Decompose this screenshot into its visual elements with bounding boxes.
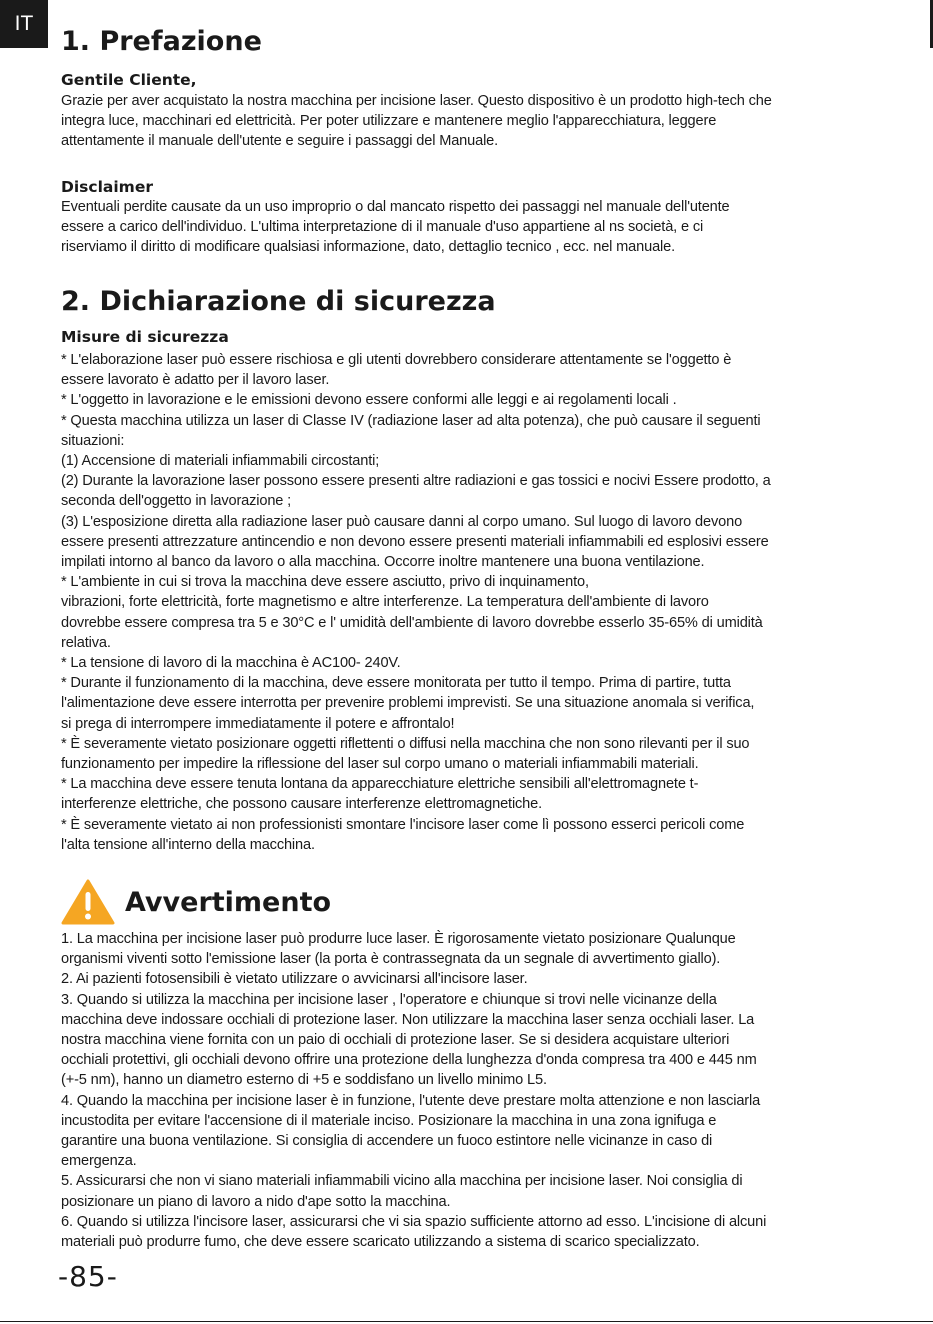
warning-body: 1. La macchina per incisione laser può produrre luce laser. È rigorosamente vietato posizionare Qualunque organismi viventi sotto l'emissione laser (la porta è contrassegnata da un segnale di avvertimento giallo). 2. Ai pazienti fotosensibili è vietato utilizzare o avvicinarsi all'incisore laser. 3. Quando si utilizza la macchina per incisione laser , l'operatore e chiunque si trovi nelle vicinanze della macchina deve indossare occhiali di protezione laser. Non utilizzare la macchina laser senza occhiali laser. La nostra macchina viene fornita con un paio di occhiali di protezione laser. Se si desidera acquistare ulteriori occhiali protettivi, gli occhiali devono offrire una protezione della lunghezza d'onda compresa tra 400 e 445 nm (+-5 nm), hanno un diametro esterno di +5 e soddisfano un livello minimo L5. 4. Quando la macchina per incisione laser è in funzione, l'utente deve prestare molta attenzione e non lasciarla incustodita per evitare l'accensione di il materiale inciso. Posizionare la macchina in una zona ignifuga e garantire una buona ventilazione. Si consiglia di accendere un fuoco estintore nelle vicinanze in caso di emergenza. 5. Assicurarsi che non vi siano materiali infiammabili vicino alla macchina per incisione laser. Noi consiglia di posizionare un piano di lavoro a nido d'ape sotto la macchina. 6. Quando si utilizza l'incisore laser, assicurarsi che vi sia spazio sufficiente attorno ad esso. L'incisione di alcuni materiali può produrre fumo, che deve essere scaricato utilizzando a sistema di scarico specializzato. bbox=[61, 931, 767, 1251]
greeting-heading: Gentile Cliente, bbox=[61, 71, 197, 89]
prefazione-body: Grazie per aver acquistato la nostra macchina per incisione laser. Questo dispositivo è un prodotto high-tech che integra luce, macchinari ed elettricità. Per poter utilizzare e mantenere meglio l'apparecchiatura, leggere attentamente il manuale dell'utente e seguire i passaggi del Manuale. bbox=[61, 93, 772, 150]
language-tab: IT bbox=[0, 0, 48, 48]
bottom-divider bbox=[0, 1321, 933, 1322]
section-title-sicurezza: 2. Dichiarazione di sicurezza bbox=[61, 286, 496, 317]
warning-header bbox=[61, 878, 331, 926]
warning-title: Avvertimento bbox=[125, 886, 332, 918]
safety-subheading: Misure di sicurezza bbox=[61, 328, 229, 346]
safety-body: * L'elaborazione laser può essere rischiosa e gli utenti dovrebbero considerare attentamente se l'oggetto è essere lavorato è adatto per il lavoro laser. * L'oggetto in lavorazione e le emissioni devono essere conformi alle leggi e ai regolamenti locali . * Questa macchina utilizza un laser di Classe IV (radiazione laser ad alta potenza), che può causare il seguenti situazioni: (1) Accensione di materiali infiammabili circostanti; (2) Durante la lavorazione laser possono essere presenti altre radiazioni e gas tossici e nocivi Essere prodotto, a seconda dell'oggetto in lavorazione ; (3) L'esposizione diretta alla radiazione laser può causare danni al corpo umano. Sul luogo di lavoro devono essere presenti attrezzature antincendio e non devono essere presenti materiali infiammabili ed esplosivi essere impilati intorno al banco da lavoro o alla macchina. Occorre inoltre mantenere una buona ventilazione. * L'ambiente in cui si trova la macchina deve essere asciutto, privo di inquinamento, vibrazioni, forte elettricità, forte magnetismo e altre interferenze. La temperatura dell'ambiente di lavoro dovrebbe essere compresa tra 5 e 30°C e l' umidità dell'ambiente di lavoro dovrebbe esserlo 35-65% di umidità relativa. * La tensione di lavoro di la macchina è AC100- 240V. * Durante il funzionamento di la macchina, deve essere monitorata per tutto il tempo. Prima di partire, tutta l'alimentazione deve essere interrotta per prevenire problemi imprevisti. Se una situazione anomala si verifica, si prega di interrompere immediatamente il potere e affrontalo! * È severamente vietato posizionare oggetti riflettenti o diffusi nella macchina che non sono rilevanti per il suo funzionamento per impedire la riflessione del laser sul corpo umano o materiali infiammabili materiali. * La macchina deve essere tenuta lontana da apparecchiature elettriche sensibili all'elettromagnete t- interferenze elettriche, che possono causare interferenze elettromagnetiche. * È severamente vietato ai non professionisti smontare l'incisore laser come lì possono esserci pericoli come l'alta tensione all'interno della macchina. bbox=[61, 352, 771, 853]
page-number: -85- bbox=[58, 1260, 118, 1293]
section-title-prefazione: 1. Prefazione bbox=[61, 26, 262, 57]
disclaimer-body: Eventuali perdite causate da un uso improprio o dal mancato rispetto dei passaggi nel manuale dell'utente essere a carico dell'individuo. L'ultima interpretazione di il manuale d'uso appartiene al ns società, e ci riserviamo il diritto di modificare qualsiasi informazione, dato, dettaglio tecnico , ecc. nel manuale. bbox=[61, 199, 730, 256]
disclaimer-heading: Disclaimer bbox=[61, 178, 153, 196]
warning-triangle-icon bbox=[61, 878, 115, 926]
